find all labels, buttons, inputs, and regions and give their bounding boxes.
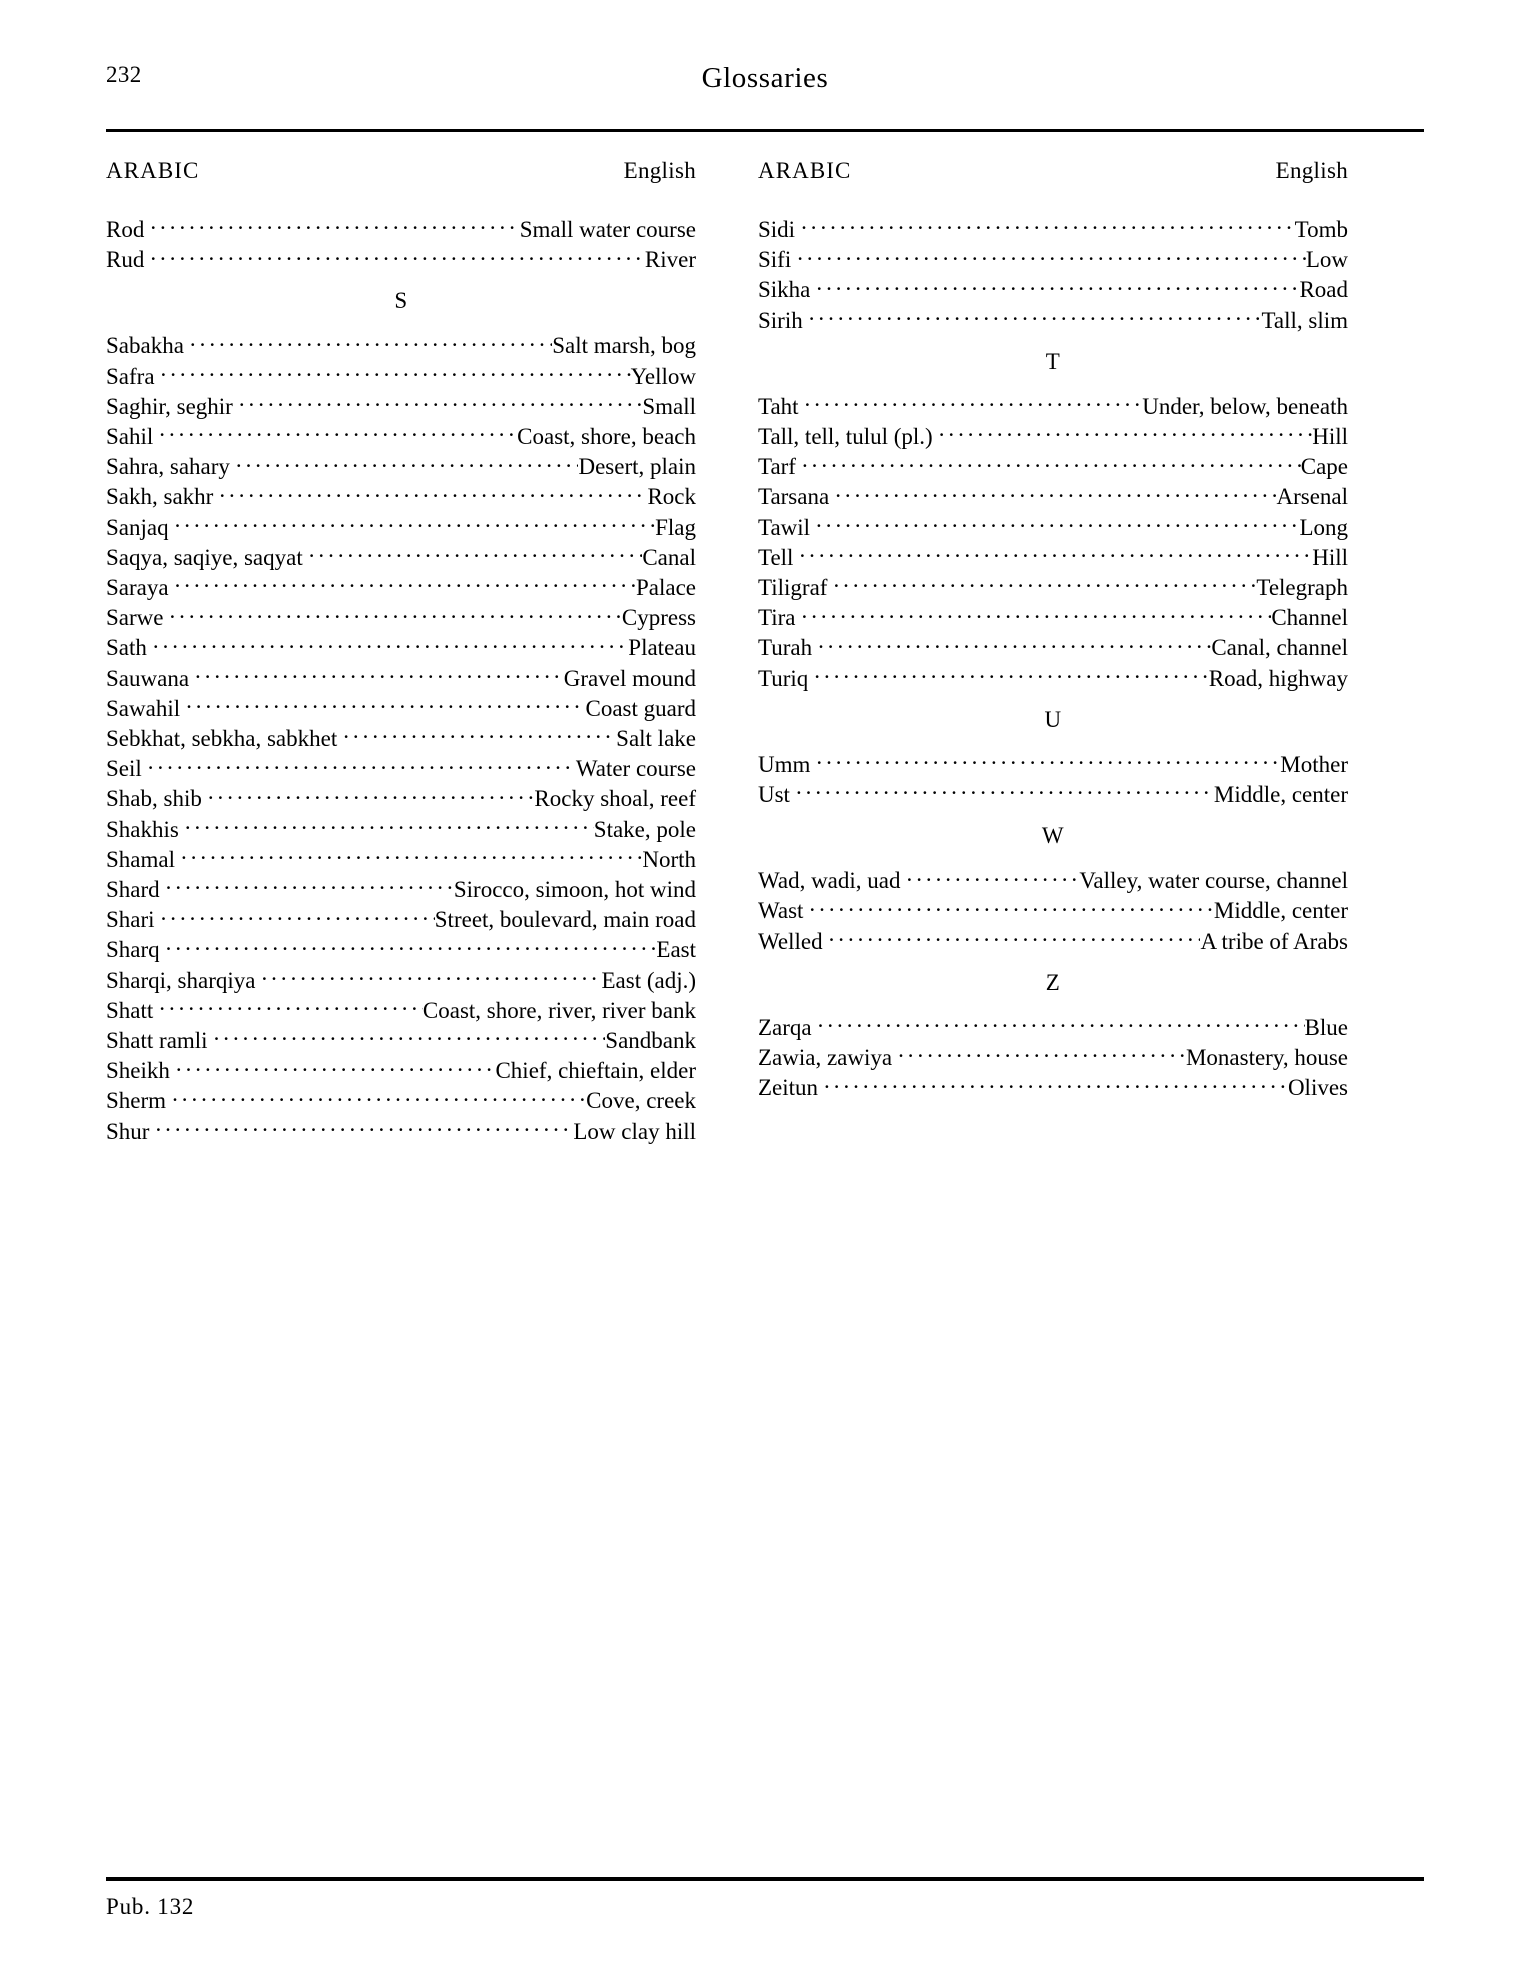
dot-leader — [898, 1042, 1186, 1065]
glossary-entry — [106, 602, 696, 632]
glossary-entry — [106, 693, 696, 723]
glossary-entry — [106, 542, 696, 572]
dot-leader — [805, 391, 1143, 414]
entry-list — [106, 214, 696, 274]
glossary-entry — [106, 330, 696, 360]
entry-definition: Desert, plain — [578, 454, 696, 480]
dot-leader — [214, 1025, 606, 1048]
dot-leader — [148, 753, 576, 776]
glossary-entry — [106, 723, 696, 753]
entry-term: Turiq — [758, 665, 809, 691]
column-header-right — [758, 158, 1348, 184]
entry-term: Sahra, sahary — [106, 454, 230, 480]
glossary-entry — [758, 1012, 1348, 1042]
entry-definition: Cove, creek — [586, 1088, 696, 1114]
entry-definition: Long — [1299, 514, 1348, 540]
entry-term: Sahil — [106, 424, 154, 450]
glossary-entry — [758, 749, 1348, 779]
publication-number: Pub. 132 — [106, 1894, 195, 1919]
dot-leader — [816, 749, 1280, 772]
entry-definition: Sirocco, simoon, hot wind — [453, 877, 696, 903]
section-letter: U — [1044, 706, 1062, 732]
entry-definition: Monastery, house — [1185, 1045, 1348, 1071]
entry-term: Zeitun — [758, 1075, 819, 1101]
entry-definition: Mother — [1280, 751, 1348, 777]
glossary-column-right — [758, 158, 1348, 1146]
entry-term: Sidi — [758, 217, 796, 242]
glossary-entry — [758, 274, 1348, 304]
glossary-entry — [758, 895, 1348, 925]
dot-leader — [799, 542, 1312, 565]
entry-term: Shard — [106, 877, 160, 903]
entry-term: Sakh, sakhr — [106, 484, 214, 510]
glossary-entry — [106, 244, 696, 274]
glossary-entry — [106, 844, 696, 874]
dot-leader — [185, 814, 594, 837]
entry-term: Shatt — [106, 997, 154, 1023]
entry-definition: Canal — [642, 544, 696, 570]
entry-term: Sarwe — [106, 605, 164, 631]
dot-leader — [801, 214, 1295, 237]
entry-definition: East (adj.) — [601, 967, 696, 993]
entry-definition: Low — [1305, 247, 1348, 273]
entry-list — [758, 865, 1348, 956]
entry-term: Taht — [758, 393, 799, 419]
entry-definition: Road, highway — [1208, 665, 1348, 691]
entry-term: Sebkhat, sebkha, sabkhet — [106, 726, 338, 752]
entry-definition: Water course — [575, 756, 696, 782]
glossary-entry — [758, 214, 1348, 244]
entry-term: Sherm — [106, 1088, 167, 1114]
entry-definition: Middle, center — [1213, 782, 1348, 808]
entry-definition: Small water course — [519, 217, 696, 242]
glossary-entries-left — [106, 214, 696, 1146]
entry-term: Ust — [758, 782, 790, 808]
glossary-entry — [106, 214, 696, 244]
column-header-left — [106, 158, 696, 184]
dot-leader — [161, 904, 435, 927]
entry-definition: Palace — [635, 575, 696, 601]
entry-term: Sharqi, sharqiya — [106, 967, 256, 993]
column-label-english: English — [1275, 158, 1348, 183]
glossary-entry — [758, 481, 1348, 511]
glossary-entry — [758, 305, 1348, 335]
glossary-entry — [758, 421, 1348, 451]
entry-term: Sikha — [758, 277, 811, 303]
glossary-entry — [758, 602, 1348, 632]
dot-leader — [172, 1085, 586, 1108]
entry-list — [758, 214, 1348, 335]
dot-leader — [809, 895, 1213, 918]
glossary-entries-right — [758, 214, 1348, 1102]
entry-definition: Valley, water course, channel — [1079, 868, 1348, 894]
section-letter: W — [1041, 823, 1065, 849]
entry-term: Shari — [106, 907, 155, 933]
entry-term: Umm — [758, 751, 811, 777]
entry-term: Safra — [106, 363, 155, 389]
section-letter: Z — [1045, 969, 1061, 995]
entry-definition: Flag — [655, 514, 696, 540]
page-footer — [100, 1877, 1430, 1920]
entry-definition: Olives — [1287, 1075, 1348, 1101]
entry-term: Saqya, saqiye, saqyat — [106, 544, 303, 570]
entry-term: Zawia, zawiya — [758, 1045, 893, 1071]
entry-definition: Plateau — [628, 635, 696, 661]
entry-term: Shatt ramli — [106, 1028, 208, 1054]
glossary-entry — [106, 1055, 696, 1085]
entry-definition: Coast guard — [585, 695, 696, 721]
glossary-columns — [100, 158, 1430, 1146]
dot-leader — [176, 1055, 496, 1078]
entry-definition: A tribe of Arabs — [1200, 928, 1348, 954]
dot-leader — [166, 874, 454, 897]
entry-list — [758, 1012, 1348, 1103]
dot-leader — [150, 214, 519, 237]
entry-term: Rud — [106, 247, 145, 273]
entry-definition: Cypress — [621, 605, 696, 631]
dot-leader — [239, 391, 642, 414]
glossary-entry — [758, 542, 1348, 572]
dot-leader — [816, 274, 1299, 297]
entry-definition: Blue — [1304, 1014, 1348, 1040]
dot-leader — [155, 1116, 573, 1139]
dot-leader — [809, 305, 1262, 328]
entry-term: Tarsana — [758, 484, 830, 510]
dot-leader — [814, 663, 1208, 686]
dot-leader — [150, 244, 645, 267]
entry-term: Sauwana — [106, 665, 190, 691]
entry-definition: Road — [1299, 277, 1348, 303]
dot-leader — [907, 865, 1080, 888]
entry-definition: Tomb — [1294, 217, 1348, 242]
glossary-entry — [758, 632, 1348, 662]
dot-leader — [236, 451, 579, 474]
dot-leader — [208, 783, 535, 806]
glossary-entry — [758, 391, 1348, 421]
entry-term: Tall, tell, tulul (pl.) — [758, 424, 933, 450]
entry-definition: Under, below, beneath — [1142, 393, 1348, 419]
page-title: Glossaries — [701, 62, 829, 94]
glossary-entry — [758, 865, 1348, 895]
dot-leader — [166, 934, 657, 957]
glossary-entry — [758, 244, 1348, 274]
dot-leader — [175, 512, 656, 535]
entry-list — [758, 749, 1348, 809]
glossary-entry — [106, 934, 696, 964]
dot-leader — [181, 844, 642, 867]
entry-term: Zarqa — [758, 1014, 812, 1040]
entry-term: Saraya — [106, 575, 169, 601]
entry-definition: Tall, slim — [1261, 307, 1348, 333]
entry-term: Sath — [106, 635, 147, 661]
entry-definition: Salt lake — [616, 726, 696, 752]
entry-term: Shamal — [106, 846, 175, 872]
entry-definition: Hill — [1312, 424, 1348, 450]
header-rule — [106, 129, 1424, 132]
dot-leader — [802, 451, 1301, 474]
glossary-entry — [758, 663, 1348, 693]
dot-leader — [818, 632, 1211, 655]
dot-leader — [824, 1072, 1288, 1095]
entry-definition: Salt marsh, bog — [552, 333, 696, 359]
entry-term: Sheikh — [106, 1058, 170, 1084]
dot-leader — [161, 361, 631, 384]
glossary-entry — [106, 904, 696, 934]
glossary-entry — [758, 1042, 1348, 1072]
entry-term: Turah — [758, 635, 813, 661]
dot-leader — [802, 602, 1272, 625]
entry-definition: Yellow — [630, 363, 696, 389]
glossary-entry — [106, 1116, 696, 1146]
dot-leader — [939, 421, 1313, 444]
entry-definition: Rocky shoal, reef — [534, 786, 696, 812]
dot-leader — [829, 926, 1201, 949]
dot-leader — [195, 663, 564, 686]
glossary-entry — [106, 481, 696, 511]
entry-definition: Small — [642, 393, 696, 419]
entry-definition: Canal, channel — [1211, 635, 1348, 661]
glossary-entry — [106, 1085, 696, 1115]
entry-definition: Street, boulevard, main road — [434, 907, 696, 933]
entry-definition: River — [644, 247, 696, 273]
entry-definition: Low clay hill — [573, 1118, 696, 1144]
glossary-entry — [106, 451, 696, 481]
entry-definition: Arsenal — [1276, 484, 1348, 510]
section-letter: S — [394, 288, 408, 314]
entry-definition: Stake, pole — [593, 816, 696, 842]
entry-definition: Hill — [1312, 544, 1348, 570]
glossary-entry — [106, 663, 696, 693]
glossary-entry — [106, 391, 696, 421]
entry-term: Shakhis — [106, 816, 179, 842]
dot-leader — [816, 512, 1299, 535]
entry-term: Sabakha — [106, 333, 184, 359]
glossary-entry — [758, 926, 1348, 956]
glossary-entry — [758, 512, 1348, 542]
entry-term: Sawahil — [106, 695, 181, 721]
entry-term: Tira — [758, 605, 796, 631]
column-label-arabic: ARABIC — [106, 158, 200, 183]
glossary-entry — [106, 632, 696, 662]
entry-term: Sharq — [106, 937, 160, 963]
column-label-arabic: ARABIC — [758, 158, 852, 183]
dot-leader — [818, 1012, 1305, 1035]
entry-term: Saghir, seghir — [106, 393, 233, 419]
entry-term: Tarf — [758, 454, 796, 480]
entry-term: Sirih — [758, 307, 803, 333]
entry-term: Seil — [106, 756, 142, 782]
dot-leader — [153, 632, 628, 655]
glossary-entry — [758, 779, 1348, 809]
glossary-entry — [106, 361, 696, 391]
entry-term: Shab, shib — [106, 786, 202, 812]
running-head — [100, 62, 1430, 124]
entry-list — [758, 391, 1348, 693]
dot-leader — [175, 572, 636, 595]
entry-definition: Rock — [647, 484, 696, 510]
dot-leader — [186, 693, 585, 716]
dot-leader — [169, 602, 621, 625]
section-letter: T — [1045, 348, 1061, 374]
glossary-entry — [106, 995, 696, 1025]
dot-leader — [261, 965, 601, 988]
entry-term: Rod — [106, 217, 145, 242]
glossary-entry — [106, 572, 696, 602]
page-number: 232 — [106, 62, 142, 87]
dot-leader — [796, 779, 1214, 802]
entry-definition: Middle, center — [1213, 898, 1348, 924]
entry-definition: Coast, shore, river, river bank — [422, 997, 696, 1023]
entry-term: Welled — [758, 928, 823, 954]
dot-leader — [159, 995, 423, 1018]
dot-leader — [835, 481, 1276, 504]
dot-leader — [833, 572, 1256, 595]
dot-leader — [219, 481, 647, 504]
entry-definition: North — [642, 846, 696, 872]
glossary-entry — [106, 1025, 696, 1055]
footer-rule — [106, 1877, 1424, 1881]
glossary-entry — [106, 965, 696, 995]
entry-definition: Sandbank — [605, 1028, 696, 1054]
glossary-entry — [758, 1072, 1348, 1102]
entry-term: Sanjaq — [106, 514, 169, 540]
entry-term: Wast — [758, 898, 804, 924]
entry-definition: Chief, chieftain, elder — [495, 1058, 696, 1084]
entry-term: Sifi — [758, 247, 792, 273]
glossary-entry — [106, 421, 696, 451]
dot-leader — [190, 330, 552, 353]
entry-list — [106, 330, 696, 1145]
entry-definition: Coast, shore, beach — [517, 424, 696, 450]
entry-definition: Channel — [1271, 605, 1348, 631]
glossary-entry — [106, 874, 696, 904]
glossary-entry — [106, 753, 696, 783]
dot-leader — [797, 244, 1306, 267]
entry-term: Shur — [106, 1118, 150, 1144]
entry-term: Tawil — [758, 514, 811, 540]
entry-term: Tell — [758, 544, 794, 570]
glossary-entry — [758, 451, 1348, 481]
entry-term: Wad, wadi, uad — [758, 868, 901, 894]
dot-leader — [159, 421, 517, 444]
entry-definition: East — [656, 937, 696, 963]
glossary-entry — [106, 783, 696, 813]
entry-term: Tiligraf — [758, 575, 828, 601]
column-label-english: English — [623, 158, 696, 183]
glossary-entry — [106, 512, 696, 542]
dot-leader — [309, 542, 643, 565]
glossary-entry — [106, 814, 696, 844]
dot-leader — [343, 723, 616, 746]
entry-definition: Telegraph — [1256, 575, 1348, 601]
entry-definition: Cape — [1300, 454, 1348, 480]
entry-definition: Gravel mound — [563, 665, 696, 691]
glossary-entry — [758, 572, 1348, 602]
glossary-column-left — [106, 158, 696, 1146]
